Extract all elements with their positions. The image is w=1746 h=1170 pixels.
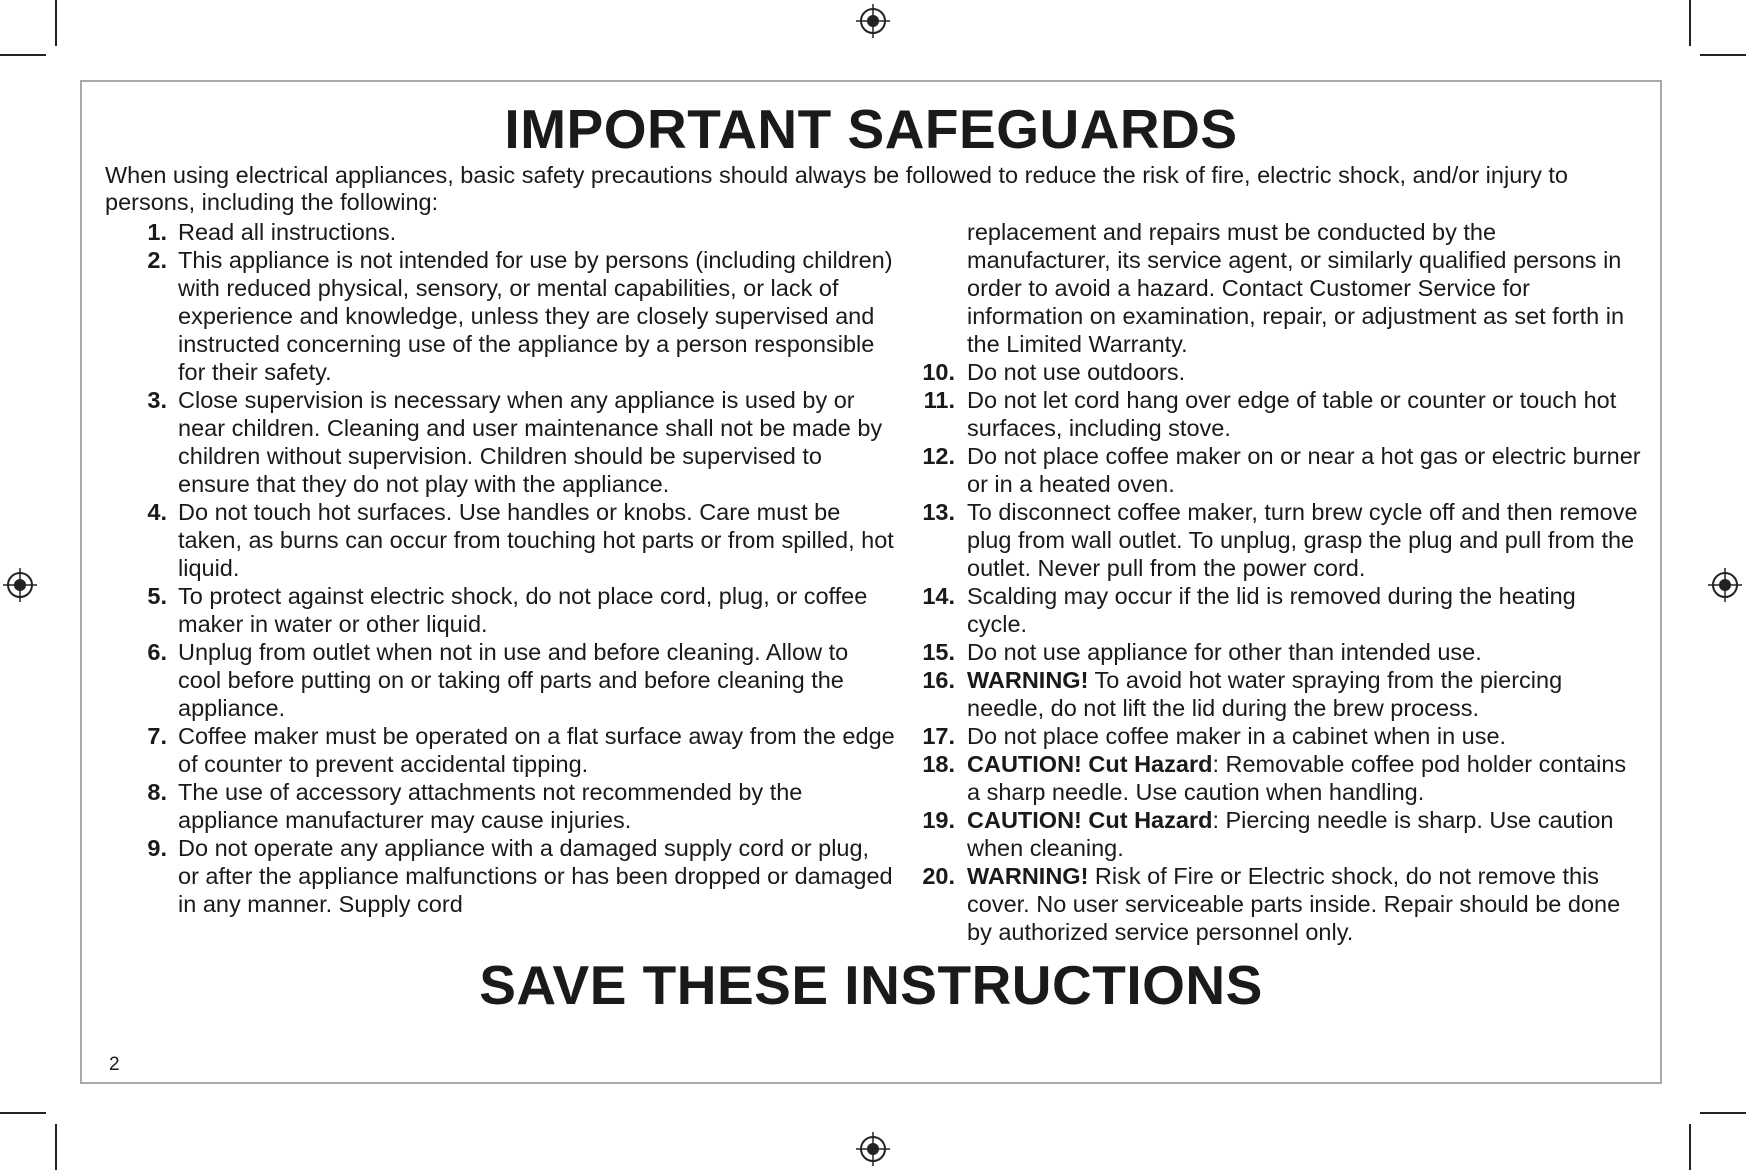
list-item: 5. To protect against electric shock, do not place cord, plug, or coffee maker in water or other liquid. bbox=[147, 583, 868, 637]
crop-mark bbox=[55, 1124, 57, 1170]
list-item: 16. WARNING! To avoid hot water spraying from the piercing needle, do not lift the lid during the brew process. bbox=[922, 667, 1563, 721]
warning-label: WARNING! bbox=[967, 863, 1089, 889]
crop-mark bbox=[0, 54, 46, 56]
crop-mark bbox=[0, 1112, 46, 1114]
list-item: 12. Do not place coffee maker on or near a hot gas or electric burner or in a heated oven. bbox=[922, 443, 1641, 497]
registration-mark-icon bbox=[856, 1132, 890, 1166]
list-item: 13. To disconnect coffee maker, turn brew cycle off and then remove plug from wall outlet. To unplug, grasp the plug and pull from the outlet. Never pull from the power cord. bbox=[922, 499, 1638, 581]
warning-label: WARNING! bbox=[967, 667, 1089, 693]
registration-mark-icon bbox=[856, 4, 890, 38]
list-item: 2. This appliance is not intended for use by persons (including children) with reduced physical, sensory, or mental capabilities, or lack of experience and knowledge, unless they are closely supervised and instructed concerning use of the appliance by a person responsible for their safety. bbox=[147, 247, 893, 385]
list-item: 4. Do not touch hot surfaces. Use handles or knobs. Care must be taken, as burns can occur from touching hot parts or from spilled, hot liquid. bbox=[147, 499, 894, 581]
list-item: 20. WARNING! Risk of Fire or Electric shock, do not remove this cover. No user serviceable parts inside. Repair should be done by authorized service personnel only. bbox=[922, 863, 1621, 945]
crop-mark bbox=[1700, 1112, 1746, 1114]
list-item: 8. The use of accessory attachments not recommended by the appliance manufacturer may cause injuries. bbox=[147, 779, 803, 833]
list-item: 14. Scalding may occur if the lid is removed during the heating cycle. bbox=[922, 583, 1576, 637]
crop-mark bbox=[1700, 54, 1746, 56]
registration-mark-icon bbox=[3, 568, 37, 602]
list-item: 10. Do not use outdoors. bbox=[922, 359, 1186, 385]
list-item: 17. Do not place coffee maker in a cabinet when in use. bbox=[922, 723, 1507, 749]
caution-label: CAUTION! Cut Hazard bbox=[967, 751, 1213, 777]
list-item: 9. Do not operate any appliance with a damaged supply cord or plug, or after the appliance malfunctions or has been dropped or damaged in any manner. Supply cord bbox=[147, 835, 893, 917]
crop-mark bbox=[1689, 0, 1691, 46]
list-item: 19. CAUTION! Cut Hazard: Piercing needle is sharp. Use caution when cleaning. bbox=[922, 807, 1614, 861]
intro-paragraph: When using electrical appliances, basic safety precautions should always be followed to reduce the risk of fire, electric shock, and/or injury to persons, including the following: bbox=[105, 162, 1568, 215]
crop-mark bbox=[1689, 1124, 1691, 1170]
list-item: 11. Do not let cord hang over edge of table or counter or touch hot surfaces, including stove. bbox=[923, 387, 1617, 441]
safeguards-list-left bbox=[105, 218, 895, 918]
list-item: 1. Read all instructions. bbox=[147, 219, 397, 245]
page-number: 2 bbox=[109, 1054, 120, 1075]
list-item: 15. Do not use appliance for other than intended use. bbox=[922, 639, 1482, 665]
list-item-continued: replacement and repairs must be conducted by the manufacturer, its service agent, or similarly qualified persons in order to avoid a hazard. Contact Customer Service for information on examination, repair, or adjustment as set forth in the Limited Warranty. bbox=[967, 219, 1625, 357]
safeguards-list-right bbox=[890, 218, 1642, 946]
list-item: 6. Unplug from outlet when not in use and before cleaning. Allow to cool before putting on or taking off parts and before cleaning the appliance. bbox=[147, 639, 849, 721]
list-item: 7. Coffee maker must be operated on a flat surface away from the edge of counter to prevent accidental tipping. bbox=[147, 723, 895, 777]
crop-mark bbox=[55, 0, 57, 46]
list-item: 18. CAUTION! Cut Hazard: Removable coffee pod holder contains a sharp needle. Use caution when handling. bbox=[922, 751, 1627, 805]
page-title: IMPORTANT SAFEGUARDS bbox=[504, 98, 1238, 160]
caution-label: CAUTION! Cut Hazard bbox=[967, 807, 1213, 833]
list-item: 3. Close supervision is necessary when any appliance is used by or near children. Cleaning and user maintenance shall not be made by children without supervision. Children should be supervised to ensure that they do not play with the appliance. bbox=[147, 387, 883, 497]
registration-mark-icon bbox=[1708, 568, 1742, 602]
save-instructions-heading: SAVE THESE INSTRUCTIONS bbox=[479, 954, 1263, 1016]
page-frame bbox=[80, 80, 1662, 1084]
